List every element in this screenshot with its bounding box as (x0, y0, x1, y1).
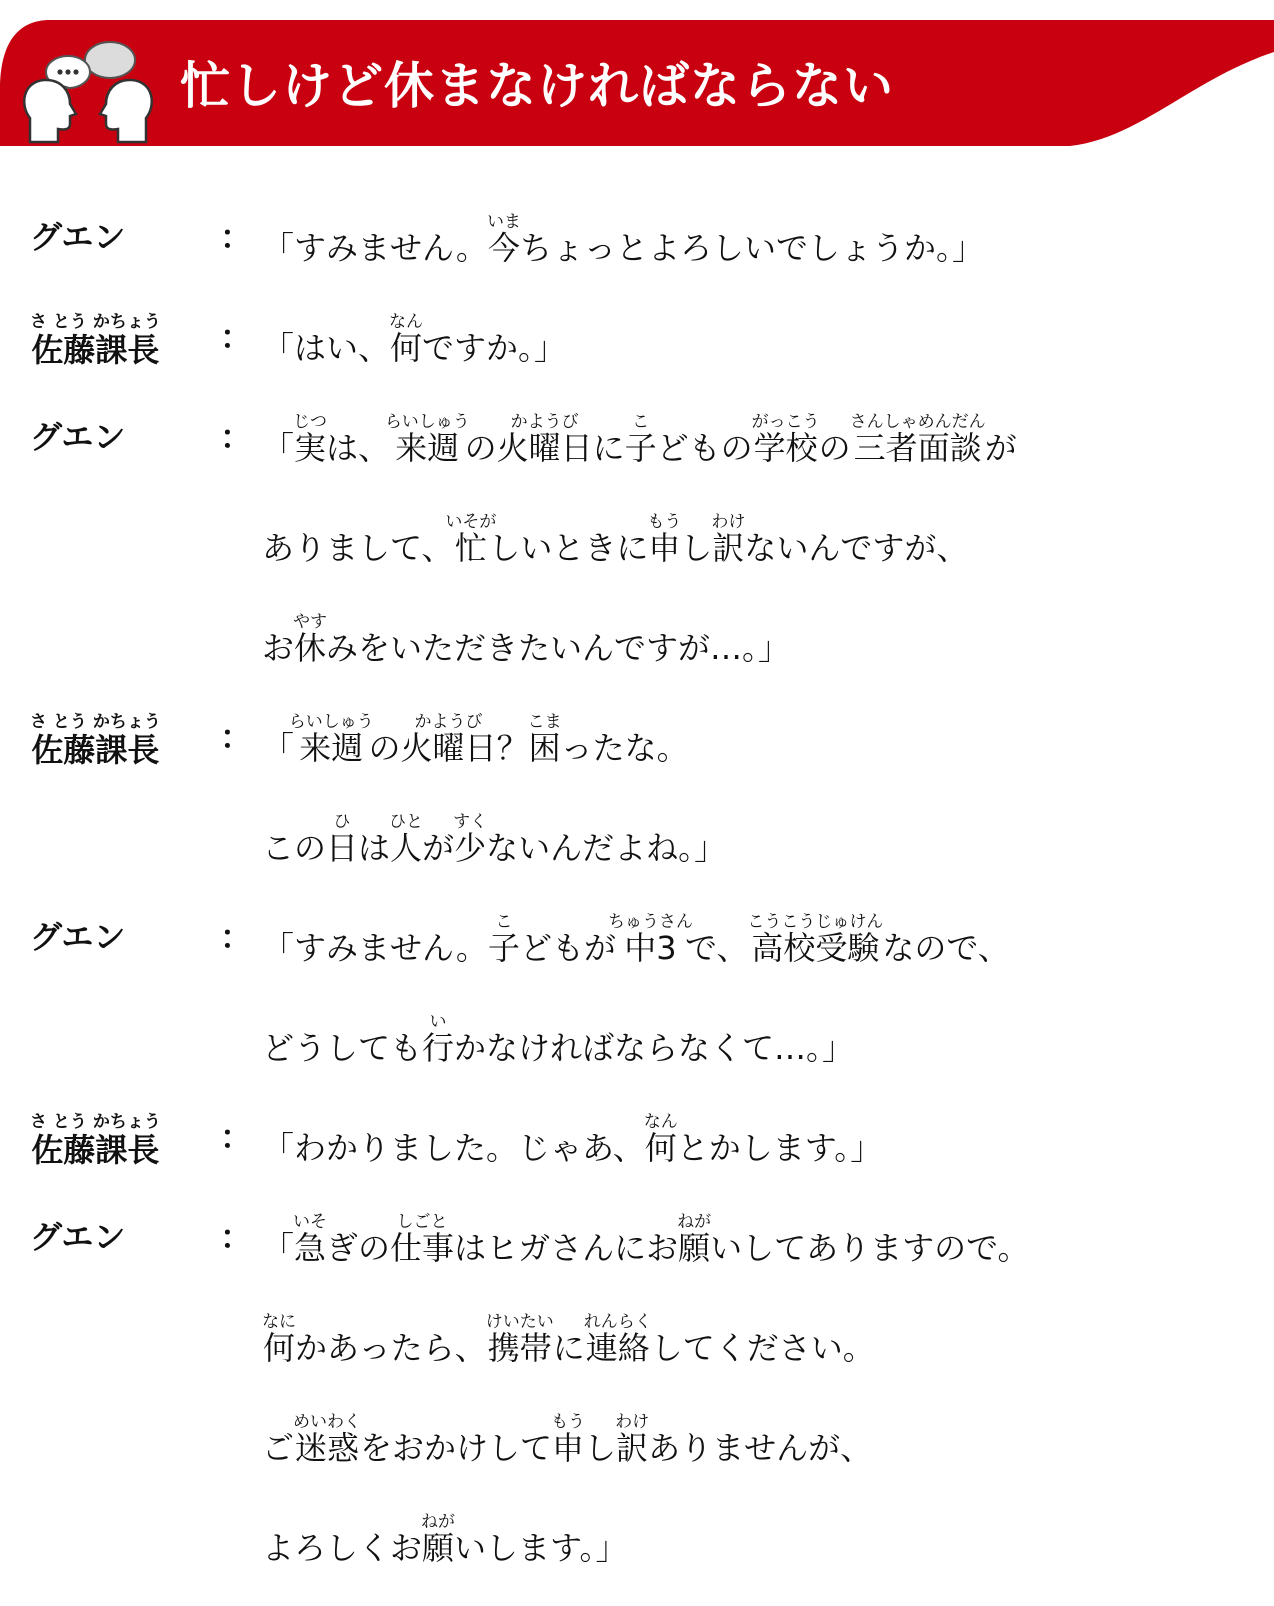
furigana-word: 人ひと (389, 812, 424, 867)
furigana-word: 携帯けいたい (485, 1312, 554, 1367)
furigana-word: 子こ (624, 412, 657, 467)
dialogue-line: ありまして、忙いそがしいときに申もうし訳わけないんですが、 (262, 512, 969, 567)
speaker-colon: ： (220, 1218, 253, 1256)
dialogue-line: この日ひは人ひとが少すくないんだよね。」 (262, 812, 727, 867)
dialogue-line: よろしくお願ねがいします。」 (262, 1512, 628, 1567)
furigana-word: 火曜日かようび (496, 412, 593, 467)
speaker-name: グエン (30, 218, 126, 256)
dialogue-heads-icon (18, 32, 158, 147)
furigana-word: 忙いそが (445, 512, 497, 567)
furigana-word: 連絡れんらく (583, 1312, 652, 1367)
furigana-word: 何なん (643, 1112, 678, 1167)
furigana-word: 子こ (487, 912, 520, 967)
furigana-word: 火曜日かようび (400, 712, 497, 767)
furigana-word: 実じつ (293, 412, 328, 467)
speaker-colon: ： (220, 918, 253, 956)
dialogue-line: どうしても行いかなければならなくて…。」 (262, 1012, 855, 1067)
dialogue-line: 「すみません。子こどもが中3ちゅうさんで、高校受験こうこうじゅけんなので、 (262, 912, 1010, 967)
furigana-word: 高校受験こうこうじゅけん (747, 912, 884, 967)
furigana-word: 今いま (486, 212, 521, 267)
furigana-word: 願ねが (421, 1512, 456, 1567)
speaker-colon: ： (220, 318, 253, 356)
page-title: 忙しけど休まなければならない (180, 57, 894, 115)
speaker-colon: ： (220, 718, 253, 756)
dialogue-line: 「来週らいしゅうの火曜日かようび？困こまったな。 (262, 712, 689, 767)
furigana-word: 日ひ (326, 812, 359, 867)
furigana-word: 行い (422, 1012, 455, 1067)
dialogue-line: お休やすみをいただきたいんですが…。」 (262, 612, 791, 667)
furigana-word: 急いそ (293, 1212, 328, 1267)
dialogue-line: ご迷惑めいわくをおかけして申もうし訳わけありませんが、 (262, 1412, 873, 1467)
furigana-word: 少すく (453, 812, 488, 867)
furigana-word: 訳わけ (711, 512, 746, 567)
speaker-name: 佐藤課長さ とう かちょう (30, 1112, 161, 1169)
furigana-word: 来週らいしゅう (384, 412, 470, 467)
furigana-word: 学校がっこう (751, 412, 820, 467)
furigana-word: 申もう (647, 512, 682, 567)
dialogue-line: 「わかりました。じゃあ、何なんとかします。」 (262, 1112, 883, 1167)
furigana-word: 訳わけ (615, 1412, 650, 1467)
dialogue-line: 「はい、何なんですか。」 (262, 312, 567, 367)
furigana-word: 中3ちゅうさん (607, 912, 693, 967)
speaker-name: 佐藤課長さ とう かちょう (30, 312, 161, 369)
furigana-word: 困こま (527, 712, 562, 767)
speaker-name: グエン (30, 1218, 126, 1256)
dialogue-line: 「実じつは、来週らいしゅうの火曜日かようびに子こどもの学校がっこうの三者面談さんしゃめんだんが (262, 412, 1017, 467)
speaker-name: グエン (30, 418, 126, 456)
dialogue-line: 「急いそぎの仕事しごとはヒガさんにお願ねがいしてありますので。 (262, 1212, 1030, 1267)
furigana-word: 三者面談さんしゃめんだん (849, 412, 986, 467)
furigana-word: 仕事しごと (390, 1212, 455, 1267)
furigana-word: 迷惑めいわく (293, 1412, 362, 1467)
speaker-name: グエン (30, 918, 126, 956)
speaker-colon: ： (220, 1118, 253, 1156)
furigana-word: 何なん (389, 312, 424, 367)
furigana-word: 申もう (551, 1412, 586, 1467)
furigana-word: 休やす (293, 612, 328, 667)
speaker-colon: ： (220, 418, 253, 456)
furigana-word: 何なに (262, 1312, 296, 1367)
dialogue-line: 「すみません。今いまちょっとよろしいでしょうか。」 (262, 212, 984, 267)
speaker-name: 佐藤課長さ とう かちょう (30, 712, 161, 769)
furigana-word: 来週らいしゅう (288, 712, 374, 767)
speaker-colon: ： (220, 218, 253, 256)
title-banner (0, 20, 1274, 150)
dialogue-line: 何なにかあったら、携帯けいたいに連絡れんらくしてください。 (262, 1312, 875, 1367)
furigana-word: 願ねが (677, 1212, 712, 1267)
